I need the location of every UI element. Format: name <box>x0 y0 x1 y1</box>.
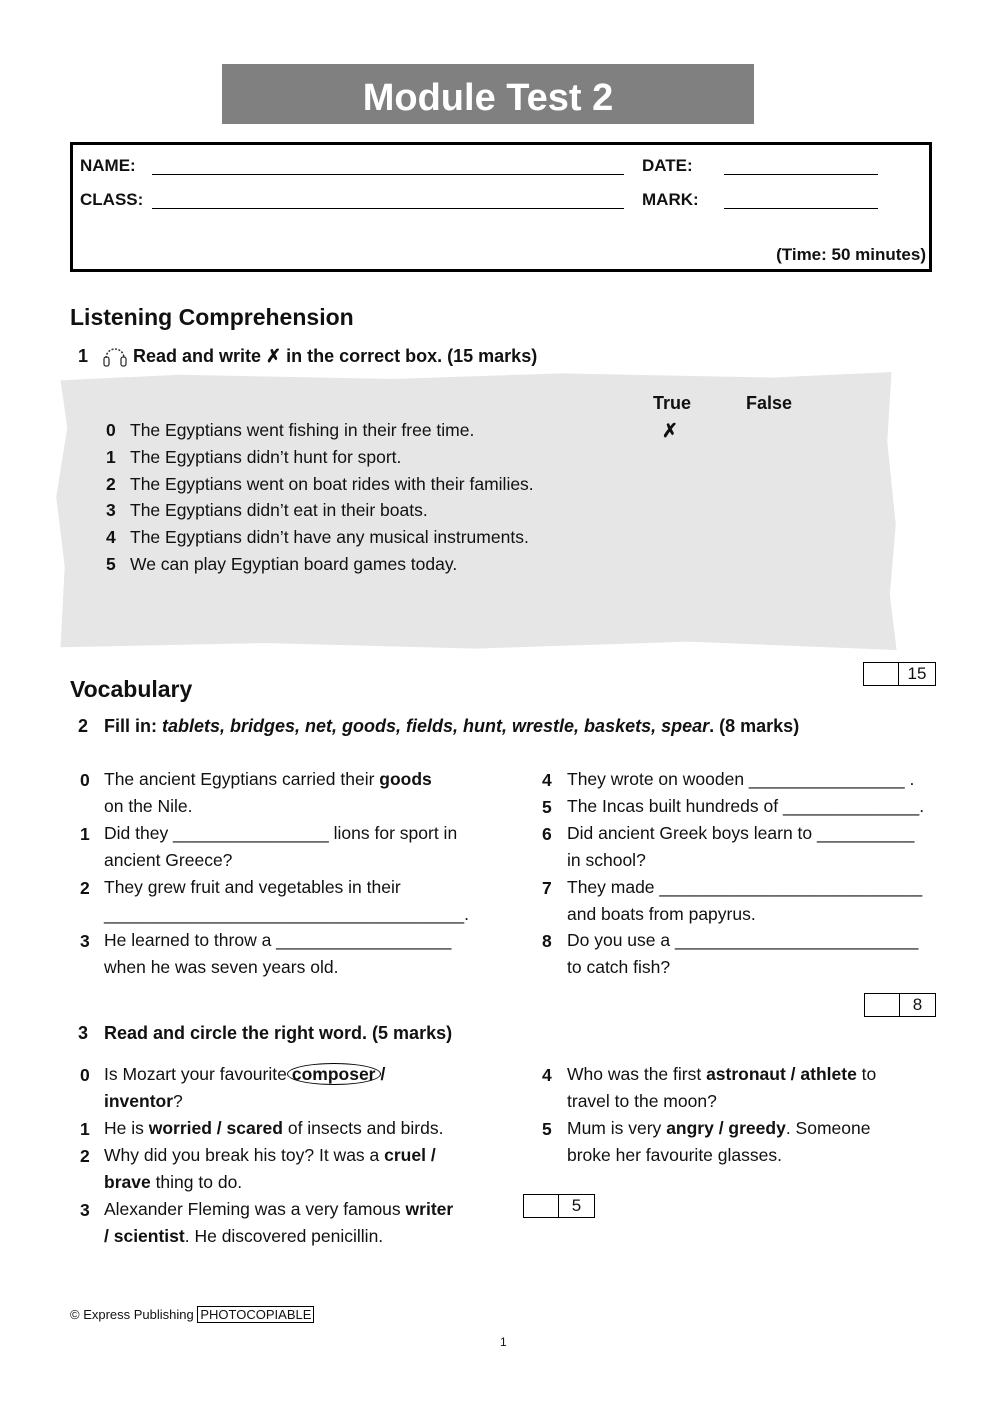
vocab-item-7-cont: and boats from papyrus. <box>567 904 756 924</box>
item-number: 3 <box>106 500 116 520</box>
vocab-item-2: They grew fruit and vegetables in their <box>104 877 401 897</box>
publisher: © Express Publishing <box>70 1307 194 1322</box>
headphones-icon <box>102 342 128 370</box>
listening-heading: Listening Comprehension <box>70 304 354 330</box>
item-number: 4 <box>106 527 116 547</box>
circle-item-0: Is Mozart your favourite composer / <box>104 1064 386 1084</box>
circle-item-5[interactable]: Mum is very angry / greedy. Someone <box>567 1118 871 1138</box>
statement: The Egyptians didn’t hunt for sport. <box>130 447 402 467</box>
item-number: 0 <box>106 420 116 440</box>
vocab-item-4[interactable]: They wrote on wooden ________________ . <box>567 769 915 789</box>
item-number: 3 <box>80 1200 90 1220</box>
item-number: 0 <box>80 770 90 790</box>
item-number: 5 <box>106 554 116 574</box>
item-number: 7 <box>542 878 552 898</box>
time-limit: (Time: 50 minutes) <box>776 245 926 264</box>
photocopiable-badge: PHOTOCOPIABLE <box>197 1306 314 1323</box>
vocab-item-3-cont: when he was seven years old. <box>104 957 339 977</box>
class-label: CLASS: <box>80 190 144 209</box>
item-number: 5 <box>542 1119 552 1139</box>
circle-item-3[interactable]: Alexander Fleming was a very famous writer <box>104 1199 454 1219</box>
score-box-vocabulary <box>864 993 936 1017</box>
class-line[interactable] <box>152 208 624 209</box>
score-input[interactable] <box>524 1195 559 1217</box>
date-label: DATE: <box>642 156 693 175</box>
vocab-item-6[interactable]: Did ancient Greek boys learn to __________ <box>567 823 915 843</box>
vocab-item-6-cont: in school? <box>567 850 646 870</box>
score-box-listening <box>863 662 936 686</box>
exercise-3-number: 3 <box>78 1023 89 1043</box>
score-max: 8 <box>912 995 923 1014</box>
circle-item-0-cont: inventor? <box>104 1091 183 1111</box>
mark-label: MARK: <box>642 190 699 209</box>
vocab-item-8[interactable]: Do you use a _________________________ <box>567 930 919 950</box>
word-bank: tablets, bridges, net, goods, fields, hunt, wrestle, baskets, spear <box>162 716 710 736</box>
false-box[interactable] <box>760 554 780 574</box>
name-label: NAME: <box>80 156 136 175</box>
vocab-item-8-cont: to catch fish? <box>567 957 671 977</box>
vocab-item-2-cont[interactable]: _____________________________________. <box>104 904 469 924</box>
statement: We can play Egyptian board games today. <box>130 554 458 574</box>
circle-item-3-cont[interactable]: / scientist. He discovered penicillin. <box>104 1226 384 1246</box>
vocab-item-1-cont: ancient Greece? <box>104 850 233 870</box>
true-column-header: True <box>653 393 692 413</box>
circle-item-2[interactable]: Why did you break his toy? It was a cruel / <box>104 1145 436 1165</box>
exercise-1-number: 1 <box>78 346 89 366</box>
score-max: 15 <box>907 664 927 683</box>
vocabulary-heading: Vocabulary <box>70 676 193 702</box>
vocab-item-5[interactable]: The Incas built hundreds of ______________. <box>567 796 925 816</box>
item-number: 8 <box>542 931 552 951</box>
item-number: 1 <box>80 824 90 844</box>
score-input[interactable] <box>864 663 899 685</box>
item-number: 4 <box>542 770 552 790</box>
mark-line[interactable] <box>724 208 878 209</box>
vocab-item-0: The ancient Egyptians carried their goods <box>104 769 432 789</box>
false-box[interactable] <box>760 474 780 494</box>
false-box[interactable] <box>760 420 780 440</box>
item-number: 2 <box>80 878 90 898</box>
page-number: 1 <box>500 1335 507 1349</box>
vocab-item-0-cont: on the Nile. <box>104 796 193 816</box>
exercise-2-instruction: Fill in: tablets, bridges, net, goods, fields, hunt, wrestle, baskets, spear. (8 marks) <box>104 716 800 736</box>
false-box[interactable] <box>760 527 780 547</box>
circled-answer[interactable]: composer <box>287 1063 381 1085</box>
name-line[interactable] <box>152 174 624 175</box>
circle-item-1[interactable]: He is worried / scared of insects and birds. <box>104 1118 444 1138</box>
exercise-1-instruction: Read and write ✗ in the correct box. (15 marks) <box>133 346 538 366</box>
item-number: 2 <box>106 474 116 494</box>
statement: The Egyptians went on boat rides with their families. <box>130 474 534 494</box>
vocab-item-7[interactable]: They made ___________________________ <box>567 877 923 897</box>
circle-item-4[interactable]: Who was the first astronaut / athlete to <box>567 1064 877 1084</box>
false-column-header: False <box>746 393 793 413</box>
circle-item-5-cont: broke her favourite glasses. <box>567 1145 782 1165</box>
item-number: 3 <box>80 931 90 951</box>
footer <box>70 1307 314 1322</box>
false-box[interactable] <box>760 500 780 520</box>
vocab-item-3[interactable]: He learned to throw a __________________ <box>104 930 452 950</box>
date-line[interactable] <box>724 174 878 175</box>
circle-item-4-cont: travel to the moon? <box>567 1091 717 1111</box>
true-box[interactable]: ✗ <box>662 421 678 442</box>
item-number: 4 <box>542 1065 552 1085</box>
score-box-circle <box>523 1194 595 1218</box>
circle-item-2-cont[interactable]: brave thing to do. <box>104 1172 243 1192</box>
exercise-2-number: 2 <box>78 716 89 736</box>
false-box[interactable] <box>760 447 780 467</box>
score-max: 5 <box>571 1196 582 1215</box>
item-number: 1 <box>106 447 116 467</box>
exercise-3-instruction: Read and circle the right word. (5 marks) <box>104 1023 453 1043</box>
statement: The Egyptians didn’t have any musical instruments. <box>130 527 529 547</box>
score-input[interactable] <box>865 994 900 1016</box>
item-number: 0 <box>80 1065 90 1085</box>
statement: The Egyptians went fishing in their free time. <box>130 420 475 440</box>
statement: The Egyptians didn’t eat in their boats. <box>130 500 428 520</box>
item-number: 1 <box>80 1119 90 1139</box>
page-title: Module Test 2 <box>222 64 754 124</box>
vocab-item-1[interactable]: Did they ________________ lions for sport in <box>104 823 458 843</box>
item-number: 6 <box>542 824 552 844</box>
item-number: 5 <box>542 797 552 817</box>
item-number: 2 <box>80 1146 90 1166</box>
